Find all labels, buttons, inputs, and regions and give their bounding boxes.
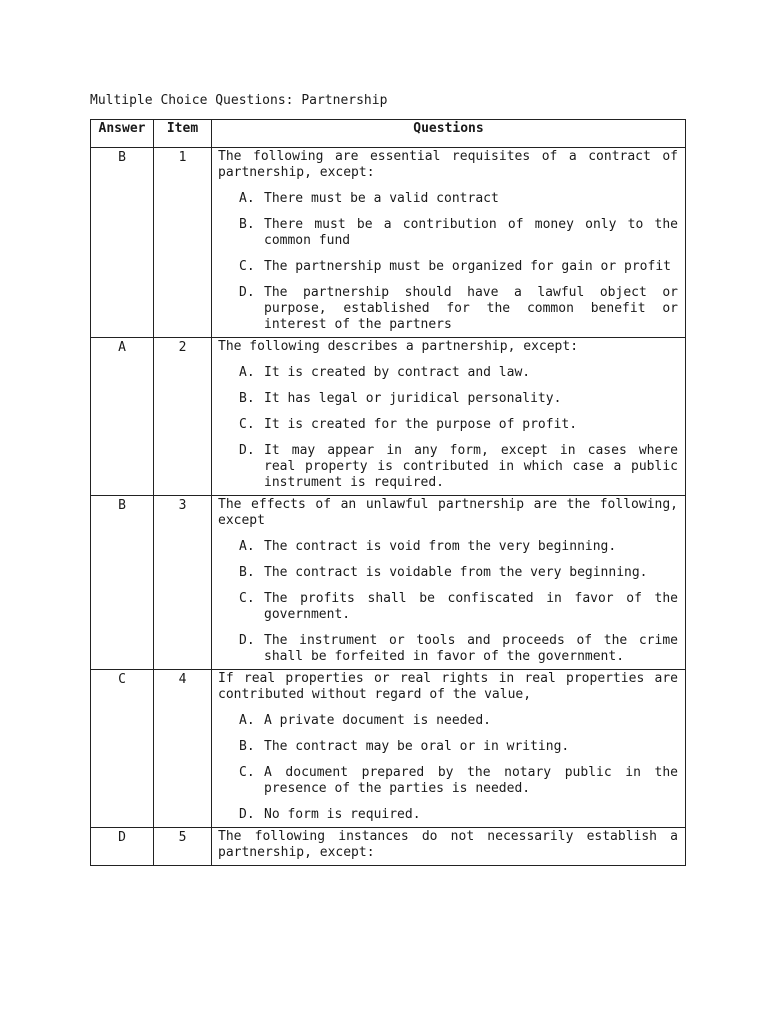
question-cell [212,828,686,866]
answer-cell: C [91,670,154,828]
item-number-cell: 1 [154,148,212,338]
choice-text: There must be a contribution of money only to the common fund [264,217,678,248]
choice-item [218,765,678,797]
choice-item [218,417,678,433]
choice-list [218,191,678,333]
table-row [91,828,686,866]
questions-table [90,119,686,866]
answer-cell: D [91,828,154,866]
choice-text: It may appear in any form, except in cases where real property is contributed in which case a public instrument is required. [264,443,678,490]
choice-text: No form is required. [264,807,421,822]
choice-letter: C. [239,417,255,432]
choice-text: The contract is voidable from the very beginning. [264,565,648,580]
choice-letter: D. [239,807,255,822]
choice-letter: B. [239,565,255,580]
choice-item [218,591,678,623]
answer-cell: A [91,338,154,496]
choice-letter: A. [239,713,255,728]
item-number-cell: 5 [154,828,212,866]
choice-letter: A. [239,191,255,206]
question-text: The effects of an unlawful partnership are the following, except [218,497,678,528]
choice-letter: D. [239,443,255,458]
choice-item [218,365,678,381]
choice-text: It has legal or juridical personality. [264,391,562,406]
choice-text: The contract is void from the very beginning. [264,539,617,554]
choice-text: It is created for the purpose of profit. [264,417,578,432]
choice-text: The partnership should have a lawful object or purpose, established for the common benefit or interest of the partners [264,285,678,332]
choice-text: The contract may be oral or in writing. [264,739,570,754]
choice-letter: B. [239,217,255,232]
answer-cell: B [91,496,154,670]
item-column-header: Item [154,120,212,148]
choice-item [218,713,678,729]
choice-letter: C. [239,765,255,780]
choice-letter: A. [239,539,255,554]
choice-list [218,365,678,491]
choice-item [218,391,678,407]
choice-item [218,217,678,249]
choice-letter: B. [239,391,255,406]
choice-text: The partnership must be organized for gain or profit [264,259,671,274]
choice-item [218,807,678,823]
choice-text: The instrument or tools and proceeds of the crime shall be forfeited in favor of the government. [264,633,678,664]
question-cell [212,148,686,338]
choice-item [218,539,678,555]
question-cell [212,670,686,828]
choice-item [218,191,678,207]
choice-letter: C. [239,259,255,274]
question-text: The following describes a partnership, except: [218,339,579,354]
table-row [91,670,686,828]
choice-letter: D. [239,633,255,648]
document-title: Multiple Choice Questions: Partnership [90,93,388,108]
choice-text: The profits shall be confiscated in favor of the government. [264,591,678,622]
table-row [91,338,686,496]
questions-column-header: Questions [212,120,686,148]
choice-text: A document prepared by the notary public in the presence of the parties is needed. [264,765,678,796]
answer-cell: B [91,148,154,338]
choice-item [218,285,678,333]
question-text: The following instances do not necessarily establish a partnership, except: [218,829,678,860]
choice-letter: B. [239,739,255,754]
choice-letter: D. [239,285,255,300]
question-text: The following are essential requisites of a contract of partnership, except: [218,149,678,180]
choice-letter: C. [239,591,255,606]
choice-text: A private document is needed. [264,713,491,728]
choice-letter: A. [239,365,255,380]
choice-list [218,539,678,665]
choice-list [218,713,678,823]
table-header-row [91,120,686,148]
item-number-cell: 2 [154,338,212,496]
question-cell [212,496,686,670]
choice-item [218,443,678,491]
choice-text: It is created by contract and law. [264,365,531,380]
question-text: If real properties or real rights in real properties are contributed without regard of the value, [218,671,678,702]
choice-item [218,259,678,275]
question-cell [212,338,686,496]
item-number-cell: 3 [154,496,212,670]
choice-text: There must be a valid contract [264,191,499,206]
table-row [91,496,686,670]
answer-column-header: Answer [91,120,154,148]
table-row [91,148,686,338]
choice-item [218,739,678,755]
item-number-cell: 4 [154,670,212,828]
choice-item [218,565,678,581]
choice-item [218,633,678,665]
